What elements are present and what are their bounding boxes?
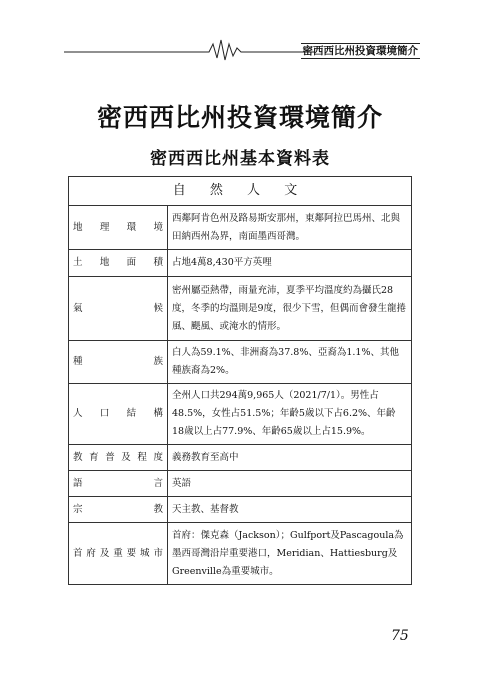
section-row [69,177,412,206]
row-value: 義務教育至高中 [168,445,412,471]
label-char: 教 [73,451,83,463]
heartbeat-line-icon [64,36,314,64]
label-char: 言 [153,477,163,489]
row-value: 密州屬亞熱帶，雨量充沛，夏季平均溫度約為攝氏28度，冬季的均溫則是9度，很少下雪，但偶而會發生龍捲風、颶風、或淹水的情形。 [168,277,412,341]
row-label [69,384,168,445]
label-char: 境 [153,221,163,233]
table-row [69,497,412,523]
row-label [69,497,168,523]
section-heading: 自 然 人 文 [69,177,412,206]
row-label [69,471,168,497]
label-char: 語 [73,477,83,489]
row-value: 天主教、基督教 [168,497,412,523]
table-row [69,341,412,384]
label-char: 程 [137,451,147,463]
label-char: 土 [73,257,83,268]
row-label [69,341,168,384]
label-char: 氣 [73,302,83,314]
label-char: 構 [153,408,163,419]
label-char: 結 [126,408,137,419]
label-char: 理 [99,221,110,233]
table-row [69,445,412,471]
header-section-tag: 密西西比州投資環境簡介 [302,45,418,57]
label-char: 普 [105,451,115,463]
row-value: 首府：傑克森（Jackson）；Gulfport及Pascagoula為墨西哥灣沿岸重要港口，Meridian、Hattiesburg及Greenville為重要城市。 [168,523,412,585]
label-char: 市 [153,547,163,559]
table-row [69,277,412,341]
row-label [69,250,168,277]
table-row [69,523,412,585]
page-title: 密西西比州投資環境簡介 [96,103,383,132]
label-char: 種 [73,356,83,367]
label-char: 重 [113,547,123,559]
label-char: 城 [140,547,150,559]
page-subtitle: 密西西比州基本資料表 [150,149,330,169]
label-char: 積 [153,257,163,268]
label-char: 要 [126,547,137,559]
label-char: 環 [126,221,137,233]
label-char: 候 [153,302,163,314]
label-char: 及 [121,451,131,463]
table-row [69,471,412,497]
label-char: 教 [153,503,163,515]
row-label [69,445,168,471]
label-char: 度 [153,451,163,463]
row-value: 白人為59.1%、非洲裔為37.8%、亞裔為1.1%、其他種族裔為2%。 [168,341,412,384]
label-char: 口 [99,408,110,419]
label-char: 人 [73,408,83,419]
label-char: 面 [126,257,137,268]
row-label [69,206,168,250]
row-label [69,523,168,585]
table-row [69,206,412,250]
row-value: 西鄰阿肯色州及路易斯安那州，東鄰阿拉巴馬州、北與田納西州為界，南面墨西哥灣。 [168,206,412,250]
label-char: 首 [73,547,83,559]
running-header [64,36,420,64]
table-row [69,250,412,277]
label-char: 地 [73,221,83,233]
row-label [69,277,168,341]
label-char: 宗 [73,503,83,515]
page-number: 75 [391,628,409,644]
label-char: 及 [99,547,110,559]
row-value: 占地4萬8,430平方英哩 [168,250,412,277]
label-char: 府 [86,547,96,559]
table-row [69,384,412,445]
label-char: 育 [89,451,99,463]
basic-data-table [68,176,412,585]
label-char: 族 [153,356,163,367]
row-value: 英語 [168,471,412,497]
row-value: 全州人口共294萬9,965人（2021/7/1）。男性占48.5%，女性占51.5%；年齡5歲以下占6.2%、年齡18歲以上占77.9%、年齡65歲以上占15.9%。 [168,384,412,445]
label-char: 地 [99,257,110,268]
